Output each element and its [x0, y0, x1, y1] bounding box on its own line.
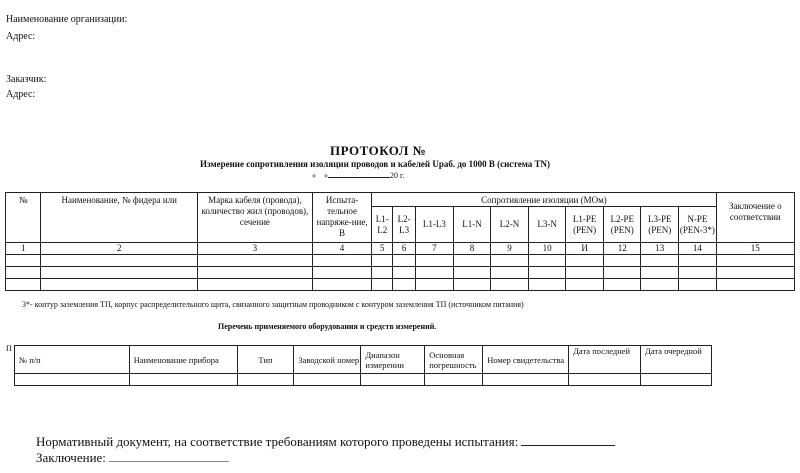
- measurement-cell[interactable]: [566, 267, 604, 279]
- measurement-cell[interactable]: [393, 279, 416, 291]
- measurement-cell[interactable]: [393, 267, 416, 279]
- measurement-cell[interactable]: [603, 267, 641, 279]
- eq-header-range: Диапазон измерении: [361, 346, 425, 374]
- footnote: 3*- контур заземления ТП, корпус распределительного щита, связанного защитным проводником с контуром заземления ТП (источником питания): [22, 300, 524, 309]
- measurement-table: [5, 192, 795, 291]
- measurement-row: [6, 255, 795, 267]
- sub-header-l1-l2: L1-L2: [372, 207, 393, 243]
- sub-header-l3-pe: L3-PE (PEN): [641, 207, 679, 243]
- normative-blank[interactable]: [521, 445, 615, 446]
- measurement-cell[interactable]: [393, 255, 416, 267]
- eq-cell[interactable]: [294, 374, 361, 386]
- measurement-cell[interactable]: [491, 267, 529, 279]
- eq-cell[interactable]: [237, 374, 294, 386]
- measurement-cell[interactable]: [6, 255, 41, 267]
- col-num: 13: [641, 243, 679, 255]
- equipment-table: [14, 345, 712, 386]
- measurement-cell[interactable]: [679, 255, 717, 267]
- measurement-cell[interactable]: [603, 279, 641, 291]
- measurement-cell[interactable]: [198, 255, 313, 267]
- measurement-cell[interactable]: [312, 255, 371, 267]
- measurement-cell[interactable]: [6, 267, 41, 279]
- measurement-cell[interactable]: [416, 279, 454, 291]
- measurement-cell[interactable]: [641, 255, 679, 267]
- date-close-quote: »: [324, 171, 328, 180]
- sub-header-l2-l3: L2-L3: [393, 207, 416, 243]
- measurement-row: [6, 267, 795, 279]
- org-address-label: Адрес:: [6, 31, 36, 42]
- header-conclusion: Заключение о соответствии: [716, 193, 794, 243]
- col-num: 14: [679, 243, 717, 255]
- col-num: 2: [41, 243, 198, 255]
- sub-header-n-pe: N-PE (PEN-3*): [679, 207, 717, 243]
- conclusion-blank[interactable]: [109, 461, 229, 462]
- col-num: 4: [312, 243, 371, 255]
- protocol-title: ПРОТОКОЛ №: [330, 143, 427, 158]
- normative-line: [36, 434, 615, 450]
- normative-label: Нормативный документ, на соответствие требованиям которого проведены испытания:: [36, 434, 519, 449]
- sub-header-l1-n: L1-N: [453, 207, 491, 243]
- sub-header-l1-pe: L1-PE (PEN): [566, 207, 604, 243]
- sub-header-l2-n: L2-N: [491, 207, 529, 243]
- col-num: 6: [393, 243, 416, 255]
- eq-cell[interactable]: [15, 374, 130, 386]
- measurement-cell[interactable]: [416, 267, 454, 279]
- customer-address-label: Адрес:: [6, 89, 36, 100]
- measurement-cell[interactable]: [491, 279, 529, 291]
- col-num: 9: [491, 243, 529, 255]
- col-num: 3: [198, 243, 313, 255]
- sub-header-l1-l3: L1-L3: [416, 207, 454, 243]
- col-num: 1: [6, 243, 41, 255]
- measurement-cell[interactable]: [679, 279, 717, 291]
- measurement-cell[interactable]: [603, 255, 641, 267]
- measurement-cell[interactable]: [198, 279, 313, 291]
- col-num: 15: [716, 243, 794, 255]
- col-num: 8: [453, 243, 491, 255]
- eq-header-next-date: Дата очередной: [641, 346, 712, 374]
- measurement-cell[interactable]: [453, 255, 491, 267]
- equipment-title: Перечень применяемого оборудования и средств измерений.: [218, 322, 437, 331]
- measurement-cell[interactable]: [641, 279, 679, 291]
- measurement-cell[interactable]: [41, 279, 198, 291]
- conclusion-label: Заключение:: [36, 450, 106, 465]
- column-number-row: [6, 243, 795, 255]
- measurement-rows: [6, 255, 795, 291]
- measurement-cell[interactable]: [372, 267, 393, 279]
- measurement-cell[interactable]: [679, 267, 717, 279]
- header-voltage: Испыта-тельное напряже-ние, В: [312, 193, 371, 243]
- header-cable: Марка кабеля (провода), количество жил (проводов), сечение: [198, 193, 313, 243]
- header-resistance-group: Сопротивление изоляции (МОм): [372, 193, 716, 207]
- measurement-cell[interactable]: [41, 255, 198, 267]
- measurement-cell[interactable]: [641, 267, 679, 279]
- eq-cell[interactable]: [129, 374, 237, 386]
- sub-header-l2-pe: L2-PE (PEN): [603, 207, 641, 243]
- measurement-cell[interactable]: [6, 279, 41, 291]
- col-num: И: [566, 243, 604, 255]
- eq-header-type: Тип: [237, 346, 294, 374]
- col-num: 5: [372, 243, 393, 255]
- eq-cell[interactable]: [641, 374, 712, 386]
- protocol-subtitle: Измерение сопротивления изоляции проводов и кабелей Uраб. до 1000 В (система TN): [200, 159, 551, 169]
- conclusion-line: [36, 450, 229, 466]
- col-num: 12: [603, 243, 641, 255]
- col-num: 10: [528, 243, 566, 255]
- org-name-label: Наименование организации:: [6, 14, 128, 25]
- col-num: 7: [416, 243, 454, 255]
- measurement-cell[interactable]: [372, 279, 393, 291]
- measurement-cell[interactable]: [528, 255, 566, 267]
- eq-header-serial: Заводской номер: [294, 346, 361, 374]
- measurement-row: [6, 279, 795, 291]
- eq-header-certificate: Номер свидетельства: [483, 346, 569, 374]
- eq-header-no: № п/п: [15, 346, 130, 374]
- eq-header-name: Наименование прибора: [129, 346, 237, 374]
- measurement-cell[interactable]: [198, 267, 313, 279]
- measurement-cell[interactable]: [716, 267, 794, 279]
- measurement-cell[interactable]: [453, 267, 491, 279]
- measurement-cell[interactable]: [312, 279, 371, 291]
- measurement-cell[interactable]: [566, 255, 604, 267]
- measurement-cell[interactable]: [41, 267, 198, 279]
- measurement-cell[interactable]: [528, 279, 566, 291]
- header-no: №: [6, 193, 41, 243]
- measurement-cell[interactable]: [491, 255, 529, 267]
- measurement-cell[interactable]: [312, 267, 371, 279]
- eq-cell[interactable]: [425, 374, 483, 386]
- measurement-cell[interactable]: [716, 279, 794, 291]
- measurement-cell[interactable]: [416, 255, 454, 267]
- measurement-cell[interactable]: [453, 279, 491, 291]
- equipment-side-mark: П: [6, 344, 12, 353]
- protocol-date: [312, 171, 404, 180]
- eq-cell[interactable]: [483, 374, 569, 386]
- measurement-cell[interactable]: [566, 279, 604, 291]
- date-year: 20 г.: [390, 171, 405, 180]
- eq-cell[interactable]: [569, 374, 641, 386]
- measurement-cell[interactable]: [372, 255, 393, 267]
- eq-header-error: Основная погрешность: [425, 346, 483, 374]
- eq-cell[interactable]: [361, 374, 425, 386]
- measurement-cell[interactable]: [716, 255, 794, 267]
- eq-header-last-date: Дата последней: [569, 346, 641, 374]
- customer-label: Заказчик:: [6, 74, 47, 85]
- equipment-header-row: [15, 346, 712, 374]
- date-blank[interactable]: [328, 177, 390, 178]
- sub-header-l3-n: L3-N: [528, 207, 566, 243]
- date-open-quote: «: [312, 171, 316, 180]
- header-name: Наименование, № фидера или: [41, 193, 198, 243]
- measurement-cell[interactable]: [528, 267, 566, 279]
- equipment-row: [15, 374, 712, 386]
